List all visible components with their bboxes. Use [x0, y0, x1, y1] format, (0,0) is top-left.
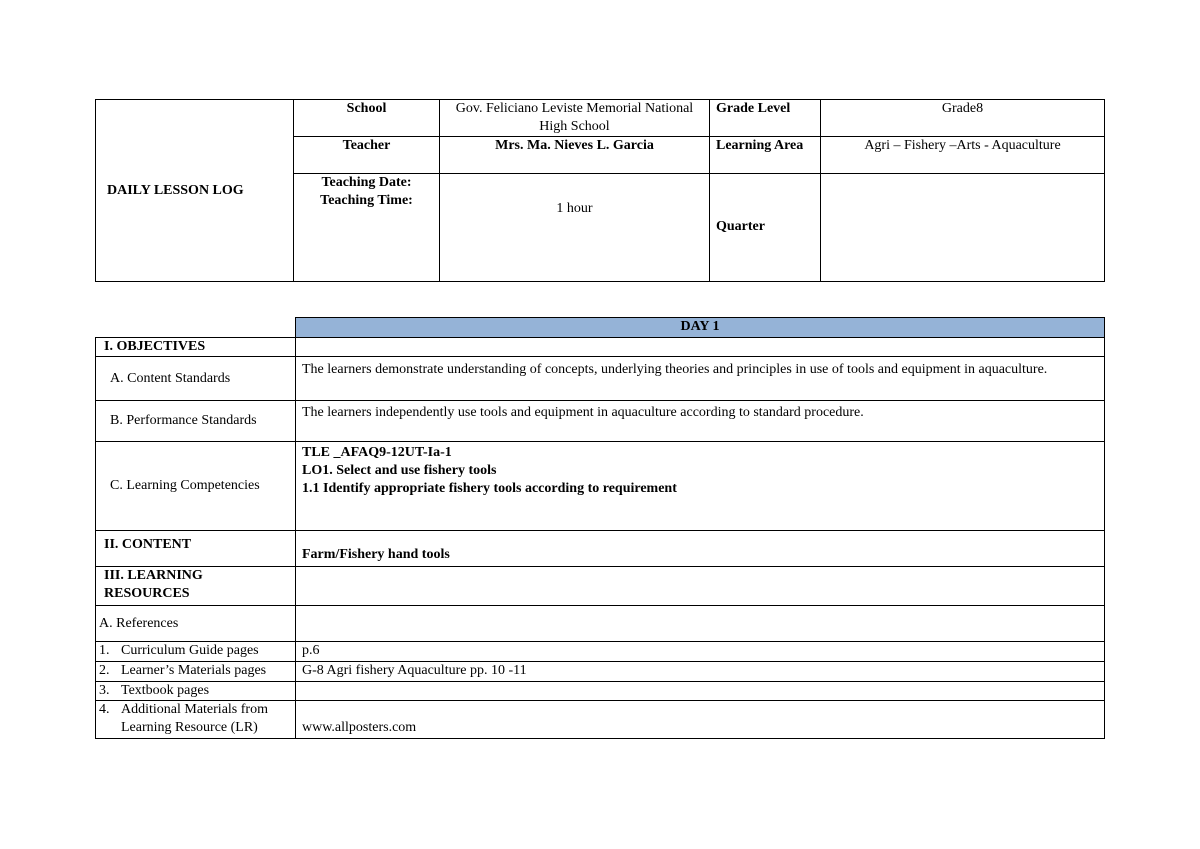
competency-code: TLE _AFAQ9-12UT-Ia-1 — [302, 445, 452, 460]
resource-value-2: G-8 Agri fishery Aquaculture pp. 10 -11 — [296, 662, 1105, 682]
content-standards-label: A. Content Standards — [96, 357, 296, 401]
resource-label-3: 3. Textbook pages — [96, 682, 296, 701]
school-value: Gov. Feliciano Leviste Memorial National High School — [440, 100, 710, 137]
content-label: II. CONTENT — [96, 531, 296, 567]
teaching-time-label: Teaching Time: — [320, 193, 413, 208]
resource-value-3 — [296, 682, 1105, 701]
objectives-value — [296, 338, 1105, 357]
competency-lo: LO1. Select and use fishery tools — [302, 463, 497, 478]
day-header: DAY 1 — [296, 318, 1105, 338]
resource-label-2: 2. Learner’s Materials pages — [96, 662, 296, 682]
content-standards-value: The learners demonstrate understanding of concepts, underlying theories and principles in use of tools and equipment in aquaculture. — [296, 357, 1105, 401]
objectives-label: I. OBJECTIVES — [96, 338, 296, 357]
learning-competencies-label: C. Learning Competencies — [96, 442, 296, 531]
performance-standards-label: B. Performance Standards — [96, 401, 296, 442]
teacher-label: Teacher — [294, 137, 440, 174]
quarter-value — [821, 174, 1105, 282]
resource-value-1: p.6 — [296, 642, 1105, 662]
teaching-time-value-cell — [440, 174, 710, 282]
blank-corner — [96, 318, 296, 338]
learning-resources-value — [296, 567, 1105, 606]
references-label: A. References — [96, 606, 296, 642]
teaching-date-time-cell — [294, 174, 440, 282]
performance-standards-value: The learners independently use tools and equipment in aquaculture according to standard procedure. — [296, 401, 1105, 442]
header-table — [95, 99, 1105, 282]
learning-area-value: Agri – Fishery –Arts - Aquaculture — [821, 137, 1105, 174]
references-value — [296, 606, 1105, 642]
teaching-time-value: 1 hour — [556, 201, 593, 216]
learning-resources-label: III. LEARNING RESOURCES — [96, 567, 296, 606]
grade-level-label: Grade Level — [710, 100, 821, 137]
learning-competencies-value — [296, 442, 1105, 531]
resource-label-1: 1. Curriculum Guide pages — [96, 642, 296, 662]
competency-item: 1.1 Identify appropriate fishery tools according to requirement — [302, 481, 677, 496]
quarter-label: Quarter — [710, 174, 821, 282]
learning-area-label: Learning Area — [710, 137, 821, 174]
lesson-log-table — [95, 317, 1105, 739]
resource-label-4: 4. Additional Materials from Learning Resource (LR) — [96, 701, 296, 739]
school-label: School — [294, 100, 440, 137]
daily-lesson-log-title: DAILY LESSON LOG — [96, 100, 294, 282]
resource-value-4: www.allposters.com — [296, 701, 1105, 739]
grade-level-value: Grade8 — [821, 100, 1105, 137]
teacher-value: Mrs. Ma. Nieves L. Garcia — [440, 137, 710, 174]
content-value: Farm/Fishery hand tools — [296, 531, 1105, 567]
teaching-date-label: Teaching Date: — [321, 175, 412, 190]
